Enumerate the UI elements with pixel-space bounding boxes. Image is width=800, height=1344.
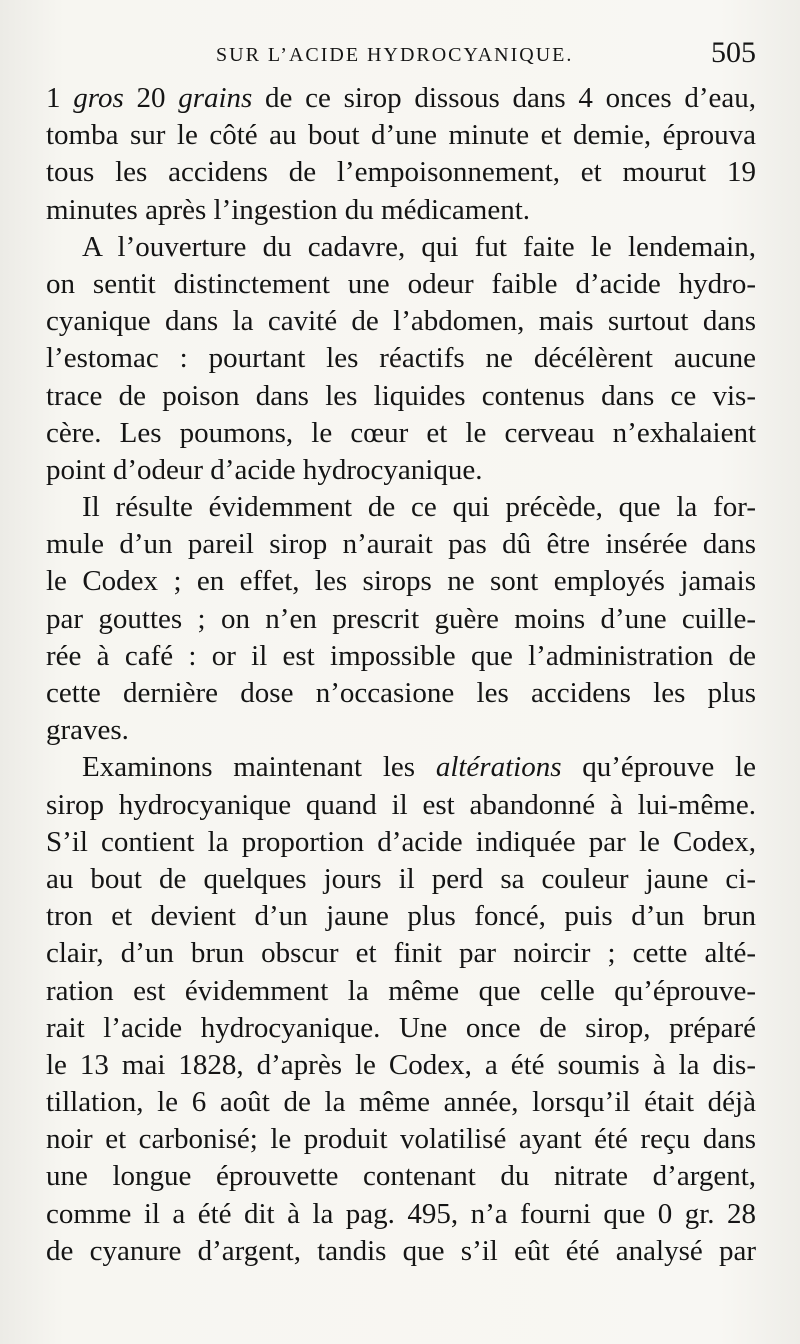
text-line: rée à café : or il est impossible que l’administration de	[46, 639, 756, 672]
text-line: graves.	[46, 714, 129, 747]
text-line: clair, d’un brun obscur et finit par noircir ; cette alté-	[46, 937, 756, 970]
text-line: cyanique dans la cavité de l’abdomen, mais surtout dans	[46, 305, 756, 338]
text-line: Examinons maintenant les altérations qu’éprouve le	[82, 751, 756, 784]
text-line: le Codex ; en effet, les sirops ne sont employés jamais	[46, 565, 756, 598]
text-line: 1 gros 20 grains de ce sirop dissous dans 4 onces d’eau,	[46, 82, 756, 114]
text-line: tron et devient d’un jaune plus foncé, puis d’un brun	[46, 900, 756, 933]
text-line: cère. Les poumons, le cœur et le cerveau n’exhalaient	[46, 416, 756, 449]
text-line: point d’odeur d’acide hydrocyanique.	[46, 453, 483, 486]
text-line: au bout de quelques jours il perd sa couleur jaune ci-	[46, 862, 756, 895]
text-line: cette dernière dose n’occasione les accidens les plus	[46, 677, 756, 709]
text-line: mule d’un pareil sirop n’aurait pas dû être insérée dans	[46, 528, 756, 561]
text-line: par gouttes ; on n’en prescrit guère moins d’une cuille-	[46, 602, 756, 635]
paragraph	[46, 489, 756, 749]
page-number: 505	[711, 36, 756, 69]
text-line: on sentit distinctement une odeur faible d’acide hydro-	[46, 267, 756, 300]
paragraph	[46, 80, 756, 229]
text-line: une longue éprouvette contenant du nitrate d’argent,	[46, 1160, 756, 1193]
text-line: A l’ouverture du cadavre, qui fut faite le lendemain,	[82, 230, 756, 263]
text-line: ration est évidemment la même que celle qu’éprouve-	[46, 974, 756, 1007]
text-line: rait l’acide hydrocyanique. Une once de sirop, préparé	[46, 1011, 756, 1044]
text-line: tillation, le 6 août de la même année, lorsqu’il était déjà	[46, 1086, 756, 1119]
text-line: tous les accidens de l’empoisonnement, et mourut 19	[46, 156, 756, 189]
running-title: SUR L’ACIDE HYDROCYANIQUE.	[216, 44, 574, 66]
text-line: comme il a été dit à la pag. 495, n’a fourni que 0 gr. 28	[46, 1197, 756, 1230]
paragraph	[46, 229, 756, 489]
body-text	[46, 80, 756, 1270]
text-line: trace de poison dans les liquides contenus dans ce vis-	[46, 379, 756, 412]
text-line: Il résulte évidemment de ce qui précède, que la for-	[82, 491, 756, 524]
paragraph	[46, 749, 756, 1270]
text-line: noir et carbonisé; le produit volatilisé ayant été reçu dans	[46, 1123, 756, 1156]
text-line: tomba sur le côté au bout d’une minute et demie, éprouva	[46, 119, 756, 152]
text-line: de cyanure d’argent, tandis que s’il eût été analysé par	[46, 1234, 756, 1267]
running-head	[46, 34, 756, 80]
text-line: S’il contient la proportion d’acide indiquée par le Codex,	[46, 825, 756, 858]
text-line: sirop hydrocyanique quand il est abandonné à lui-même.	[46, 788, 756, 821]
text-line: l’estomac : pourtant les réactifs ne décélèrent aucune	[46, 342, 756, 375]
text-line: minutes après l’ingestion du médicament.	[46, 193, 531, 226]
text-line: le 13 mai 1828, d’après le Codex, a été soumis à la dis-	[46, 1048, 756, 1081]
